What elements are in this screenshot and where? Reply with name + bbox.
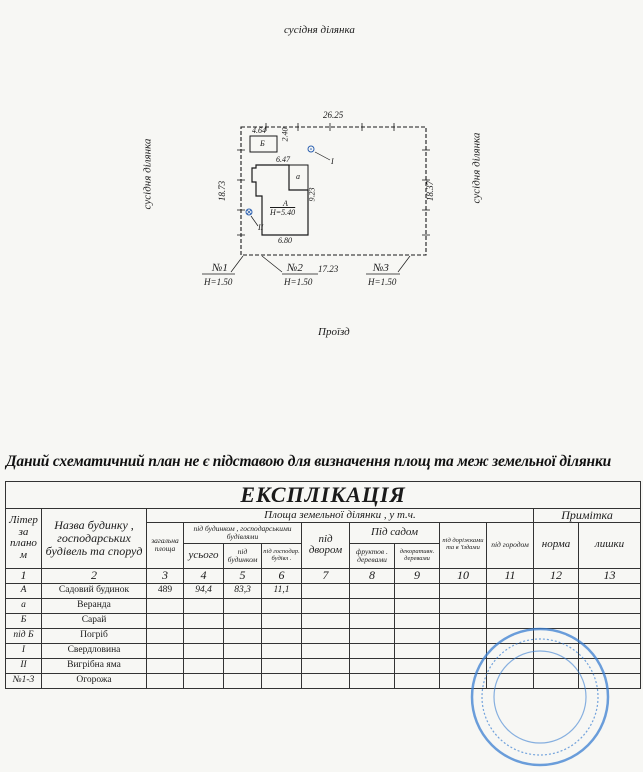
- column-number-row: [6, 568, 641, 583]
- cell-liter: І: [6, 643, 42, 658]
- cell-name: Веранда: [42, 598, 147, 613]
- plan-top-label: сусідня ділянка: [284, 24, 355, 36]
- cell-empty: [579, 673, 641, 688]
- dim-house-bottom: 6.80: [278, 236, 292, 245]
- cell-name: Огорожа: [42, 673, 147, 688]
- cell-name: Вигрібна яма: [42, 658, 147, 673]
- cell-empty: [534, 643, 579, 658]
- cell-name: Свердловина: [42, 643, 147, 658]
- col-number: 12: [534, 568, 579, 583]
- col-excess-header: лишки: [579, 522, 641, 568]
- col-fruit-header: фруктов . деревами: [350, 543, 395, 568]
- cell-under-house: 83,3: [224, 583, 262, 598]
- table-row: [6, 613, 641, 628]
- cell-empty: [579, 613, 641, 628]
- cell-total: [147, 643, 184, 658]
- cell-all: 94,4: [184, 583, 224, 598]
- cell-empty: [440, 673, 487, 688]
- cell-empty: [350, 598, 395, 613]
- table-row: [6, 643, 641, 658]
- dim-left: 18.73: [217, 180, 228, 202]
- cell-empty: [534, 628, 579, 643]
- col-number: 13: [579, 568, 641, 583]
- cell-liter: №1-3: [6, 673, 42, 688]
- table-row: [6, 673, 641, 688]
- cell-empty: [534, 673, 579, 688]
- dim-house-depth: 9.23: [307, 187, 317, 202]
- label-a-small: а: [296, 172, 300, 181]
- cell-total: [147, 673, 184, 688]
- plot-boundary: [241, 127, 426, 255]
- col-number: 6: [262, 568, 302, 583]
- cell-liter: а: [6, 598, 42, 613]
- dim-b-depth: 2.40: [280, 127, 290, 142]
- dim-right: 18.37: [425, 180, 436, 202]
- cell-empty: [487, 628, 534, 643]
- cell-total: [147, 658, 184, 673]
- cell-empty: [395, 583, 440, 598]
- cell-empty: [302, 658, 350, 673]
- under-buildings-header: під будинком , господарськими будівлями: [184, 522, 302, 543]
- cell-empty: [579, 643, 641, 658]
- cell-total: 489: [147, 583, 184, 598]
- cell-all: [184, 673, 224, 688]
- cell-empty: [350, 673, 395, 688]
- cell-empty: [395, 598, 440, 613]
- cell-under-house: [224, 598, 262, 613]
- label-pit: ІІ: [258, 223, 264, 232]
- plan-bottom-label: Проїзд: [318, 326, 350, 338]
- cell-all: [184, 658, 224, 673]
- cell-empty: [395, 658, 440, 673]
- cell-empty: [487, 583, 534, 598]
- label-b: Б: [260, 139, 265, 148]
- cell-name: Сарай: [42, 613, 147, 628]
- cell-under-outbuildings: [262, 643, 302, 658]
- table-row: [6, 628, 641, 643]
- fence-3-height: Н=1.50: [368, 277, 397, 287]
- cell-empty: [440, 598, 487, 613]
- col-number: 3: [147, 568, 184, 583]
- notes-group-header: Примітка: [534, 509, 641, 523]
- cell-under-house: [224, 643, 262, 658]
- cell-name: Садовий будинок: [42, 583, 147, 598]
- cell-name: Погріб: [42, 628, 147, 643]
- cell-empty: [350, 583, 395, 598]
- cell-empty: [440, 643, 487, 658]
- fence-2-height: Н=1.50: [284, 277, 313, 287]
- dim-bottom: 17.23: [318, 264, 339, 274]
- cell-under-house: [224, 673, 262, 688]
- cell-empty: [579, 658, 641, 673]
- fence-2-label: №2: [287, 262, 303, 274]
- cell-empty: [302, 643, 350, 658]
- cell-liter: А: [6, 583, 42, 598]
- cell-empty: [395, 613, 440, 628]
- cell-empty: [440, 628, 487, 643]
- label-a-height: Н=5.40: [270, 208, 296, 217]
- dim-b-width: 4.64: [252, 126, 266, 135]
- cell-all: [184, 628, 224, 643]
- cell-empty: [395, 673, 440, 688]
- cell-total: [147, 613, 184, 628]
- label-well: І: [331, 157, 334, 166]
- col-vegetable-header: під городом: [487, 522, 534, 568]
- col-number: 2: [42, 568, 147, 583]
- fence-1-label: №1: [212, 262, 228, 274]
- col-total-header: загальна площа: [147, 522, 184, 568]
- col-number: 5: [224, 568, 262, 583]
- cell-empty: [487, 643, 534, 658]
- col-name-header: Назва будинку , господарських будівель та споруд: [42, 509, 147, 569]
- cell-all: [184, 613, 224, 628]
- cell-empty: [534, 658, 579, 673]
- cell-empty: [395, 643, 440, 658]
- garden-group-header: Під садом: [350, 522, 440, 543]
- cell-empty: [440, 583, 487, 598]
- cell-empty: [302, 583, 350, 598]
- cell-all: [184, 643, 224, 658]
- cell-all: [184, 598, 224, 613]
- plan-right-label: сусідня ділянка: [470, 132, 483, 204]
- cell-under-outbuildings: [262, 628, 302, 643]
- col-number: 7: [302, 568, 350, 583]
- cell-empty: [302, 598, 350, 613]
- dim-top: 26.25: [323, 110, 344, 120]
- col-under-house-header: під будинком: [224, 543, 262, 568]
- col-number: 4: [184, 568, 224, 583]
- cell-empty: [534, 613, 579, 628]
- cell-empty: [534, 583, 579, 598]
- cell-under-house: [224, 658, 262, 673]
- plan-left-label: сусідня ділянка: [141, 138, 154, 210]
- explication-title: ЕКСПЛІКАЦІЯ: [6, 482, 641, 509]
- cell-empty: [350, 613, 395, 628]
- area-group-header: Площа земельної ділянки , у т.ч.: [147, 509, 534, 523]
- cell-empty: [487, 673, 534, 688]
- cell-under-outbuildings: [262, 673, 302, 688]
- boundary-ticks: [237, 123, 430, 235]
- cell-empty: [440, 613, 487, 628]
- cell-empty: [440, 658, 487, 673]
- cell-empty: [302, 613, 350, 628]
- cell-empty: [579, 598, 641, 613]
- cell-under-outbuildings: [262, 658, 302, 673]
- cell-empty: [534, 598, 579, 613]
- cell-total: [147, 628, 184, 643]
- cell-empty: [350, 658, 395, 673]
- cell-empty: [302, 628, 350, 643]
- cell-empty: [487, 598, 534, 613]
- explication-table: [5, 481, 641, 689]
- cell-liter: під Б: [6, 628, 42, 643]
- cell-under-outbuildings: [262, 598, 302, 613]
- table-row: [6, 658, 641, 673]
- cell-empty: [487, 613, 534, 628]
- cell-liter: ІІ: [6, 658, 42, 673]
- dim-house-width: 6.47: [276, 155, 290, 164]
- col-under-outbuildings-header: під господар. будівл .: [262, 543, 302, 568]
- cell-liter: Б: [6, 613, 42, 628]
- col-paths-header: під доріжками та в 'їздами: [440, 522, 487, 568]
- table-row: [6, 598, 641, 613]
- col-decor-header: декоративн. деревами: [395, 543, 440, 568]
- cell-empty: [579, 628, 641, 643]
- cell-empty: [579, 583, 641, 598]
- cell-empty: [350, 643, 395, 658]
- fence-3-label: №3: [373, 262, 389, 274]
- col-norm-header: норма: [534, 522, 579, 568]
- fence-1-height: Н=1.50: [204, 277, 233, 287]
- cell-total: [147, 598, 184, 613]
- col-liter-header: Літер за плано м: [6, 509, 42, 569]
- cell-under-house: [224, 628, 262, 643]
- cell-empty: [350, 628, 395, 643]
- table-row: [6, 583, 641, 598]
- plan-notice: Даний схематичний план не є підставою для визначення площ та меж земельної ділянки: [6, 453, 612, 470]
- cell-empty: [487, 658, 534, 673]
- cell-under-outbuildings: 11,1: [262, 583, 302, 598]
- col-number: 9: [395, 568, 440, 583]
- cell-under-house: [224, 613, 262, 628]
- col-number: 8: [350, 568, 395, 583]
- label-a: А: [283, 199, 288, 208]
- col-yard-header: під двором: [302, 522, 350, 568]
- col-all-header: усього: [184, 543, 224, 568]
- col-number: 11: [487, 568, 534, 583]
- col-number: 10: [440, 568, 487, 583]
- cell-empty: [302, 673, 350, 688]
- cell-under-outbuildings: [262, 613, 302, 628]
- col-number: 1: [6, 568, 42, 583]
- cell-empty: [395, 628, 440, 643]
